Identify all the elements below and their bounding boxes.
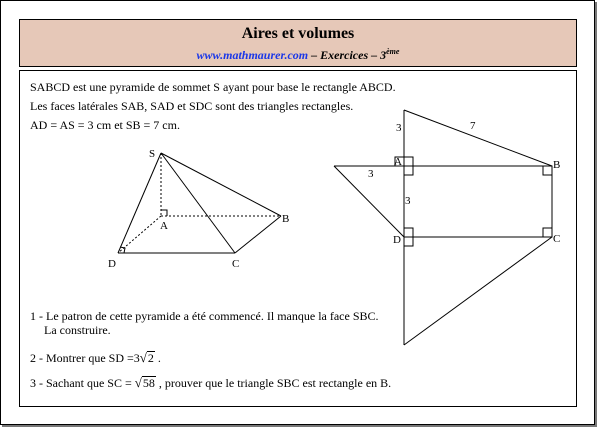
net-label-d: D <box>393 234 401 246</box>
right-angle-b <box>543 166 552 175</box>
face-sab-hyp <box>404 110 552 166</box>
question-3-end: , prouver que le triangle SBC est rectangle en B. <box>155 376 392 390</box>
level-label: 3 <box>380 48 387 62</box>
net-length-top: 3 <box>396 122 402 134</box>
right-angle-a-below <box>404 166 413 175</box>
base-rectangle-abcd <box>404 166 552 237</box>
separator-1: – <box>308 48 321 62</box>
edge-sb <box>161 153 281 216</box>
pyramid-figure <box>118 153 281 253</box>
net-length-left: 3 <box>368 168 374 180</box>
net-length-hyp: 7 <box>470 120 476 132</box>
edge-sc <box>161 153 235 253</box>
level-superscript: ème <box>386 47 400 56</box>
question-3-radicand: 58 <box>142 376 155 390</box>
pyramid-label-s: S <box>149 148 156 160</box>
net-length-mid: 3 <box>405 195 411 207</box>
question-2-radicand: 2 <box>147 351 154 365</box>
question-1-line-1: 1 - Le patron de cette pyramide a été commencé. Il manque la face SBC. <box>30 309 379 323</box>
question-2-text: 2 - Montrer que SD =3 <box>30 351 140 365</box>
face-sdc-hyp <box>404 237 552 345</box>
pyramid-label-b: B <box>282 213 290 225</box>
right-angle-d-above <box>404 228 413 237</box>
question-1-line-2: La construire. <box>44 323 111 337</box>
edge-sd <box>118 153 161 253</box>
pyramid-label-d: D <box>108 258 116 270</box>
intro-line-1: SABCD est une pyramide de sommet S ayant pour base le rectangle ABCD. <box>30 80 396 94</box>
intro-line-3: AD = AS = 3 cm et SB = 7 cm. <box>30 118 180 132</box>
right-angle-d-below <box>404 237 413 246</box>
net-label-a: A <box>394 156 402 168</box>
question-3-text: 3 - Sachant que SC = <box>30 376 135 390</box>
right-angle-a-right <box>404 157 413 166</box>
site-link[interactable]: www.mathmaurer.com <box>196 48 309 62</box>
right-angle-a <box>161 210 167 216</box>
net-label-b: B <box>553 159 561 171</box>
question-2-end: . <box>154 351 161 365</box>
page-title: Aires et volumes <box>241 25 355 42</box>
pyramid-label-c: C <box>232 258 240 270</box>
question-2 <box>30 350 161 366</box>
net-label-c: C <box>553 233 561 245</box>
sqrt-icon: √ <box>134 375 142 390</box>
intro-line-2: Les faces latérales SAB, SAD et SDC sont des triangles rectangles. <box>30 99 354 113</box>
sqrt-icon: √ <box>139 350 147 365</box>
question-3 <box>30 375 391 391</box>
right-angle-c <box>543 228 552 237</box>
pyramid-label-a: A <box>160 220 168 232</box>
edge-cb <box>235 216 281 253</box>
section-label: Exercices <box>320 48 369 62</box>
separator-2: – <box>368 48 381 62</box>
